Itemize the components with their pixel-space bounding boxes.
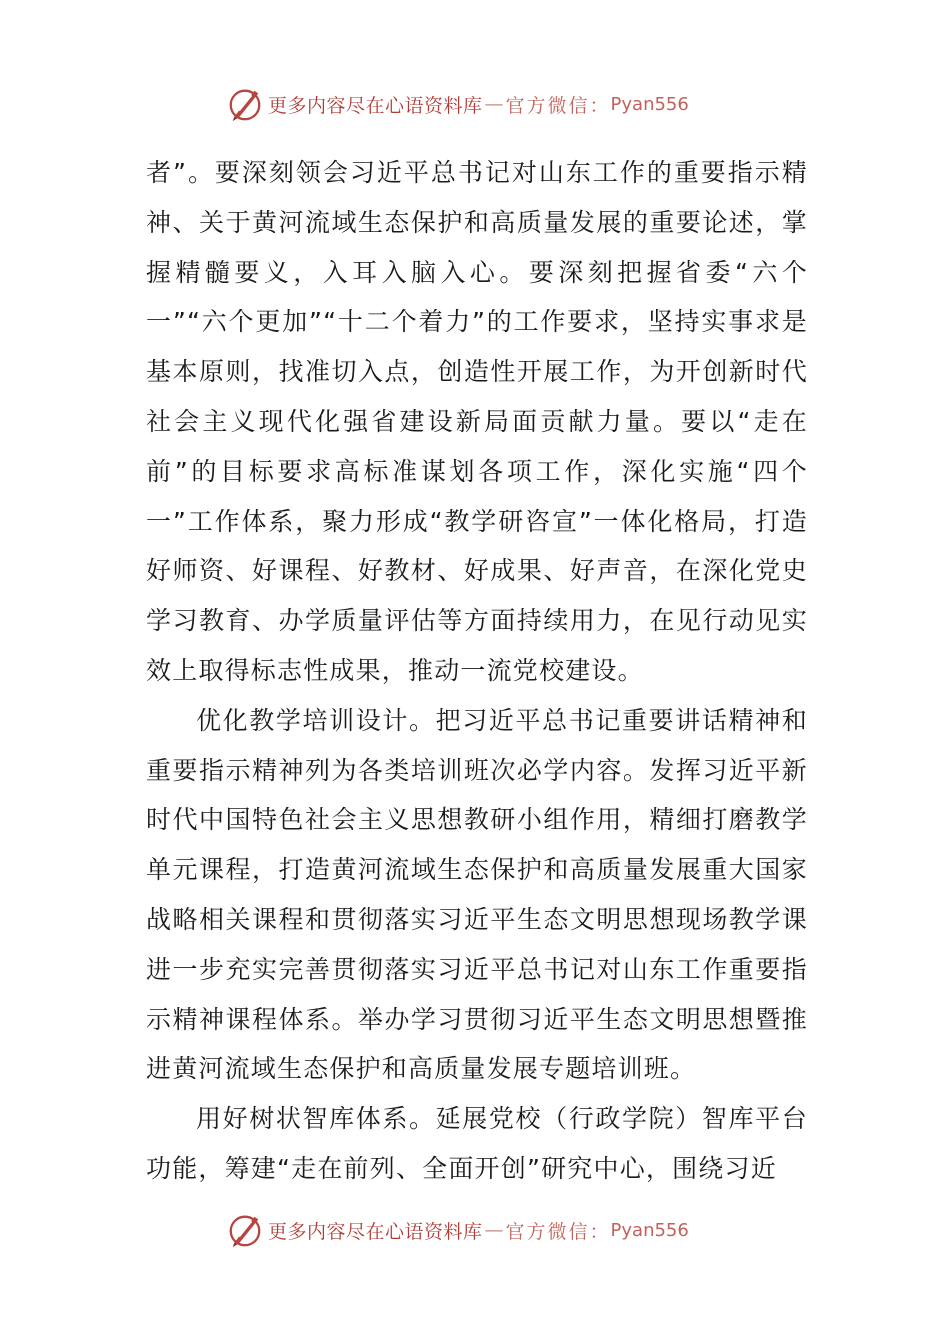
watermark-dash: — xyxy=(484,1219,504,1241)
watermark-wechat-id: Pyan556 xyxy=(610,93,689,115)
paragraph-3: 用好树状智库体系。延展党校（行政学院）智库平台功能，筹建“走在前列、全面开创”研究中心，围绕习近 xyxy=(146,1104,808,1183)
quill-pen-logo-icon xyxy=(226,85,264,123)
paragraph-1: 者”。要深刻领会习近平总书记对山东工作的重要指示精神、关于黄河流域生态保护和高质量发展的重要论述，掌握精髓要义，入耳入脑入心。要深刻把握省委“六个一”“六个更加”“十二个着力”的工作要求，坚持实事求是基本原则，找准切入点，创造性开展工作，为开创新时代社会主义现代化强省建设新局面贡献力量。要以“走在前”的目标要求高标准谋划各项工作，深化实施“四个一”工作体系，聚力形成“教学研咨宣”一体化格局，打造好师资、好课程、好教材、好成果、好声音，在深化党史学习教育、办学质量评估等方面持续用力，在见行动见实效上取得标志性成果，推动一流党校建设。 xyxy=(146,158,808,685)
paragraph-2: 优化教学培训设计。把习近平总书记重要讲话精神和重要指示精神列为各类培训班次必学内容。发挥习近平新时代中国特色社会主义思想教研小组作用，精细打磨教学单元课程，打造黄河流域生态保护和高质量发展重大国家战略相关课程和贯彻落实习近平生态文明思想现场教学课进一步充实完善贯彻落实习近平总书记对山东工作重要指示精神课程体系。举办学习贯彻习近平生态文明思想暨推进黄河流域生态保护和高质量发展专题培训班。 xyxy=(146,705,808,1084)
watermark-main-text: 更多内容尽在心语资料库 xyxy=(268,1220,483,1243)
watermark-wechat-id: Pyan556 xyxy=(610,1219,689,1241)
quill-pen-logo-icon xyxy=(226,1211,264,1249)
watermark-main-text: 更多内容尽在心语资料库 xyxy=(268,94,483,117)
watermark-sub-text: 官方微信： xyxy=(505,94,611,117)
header-watermark xyxy=(226,84,746,124)
footer-watermark xyxy=(226,1210,746,1250)
watermark-sub-text: 官方微信： xyxy=(505,1220,611,1243)
document-body xyxy=(146,148,808,1194)
watermark-dash: — xyxy=(484,93,504,115)
